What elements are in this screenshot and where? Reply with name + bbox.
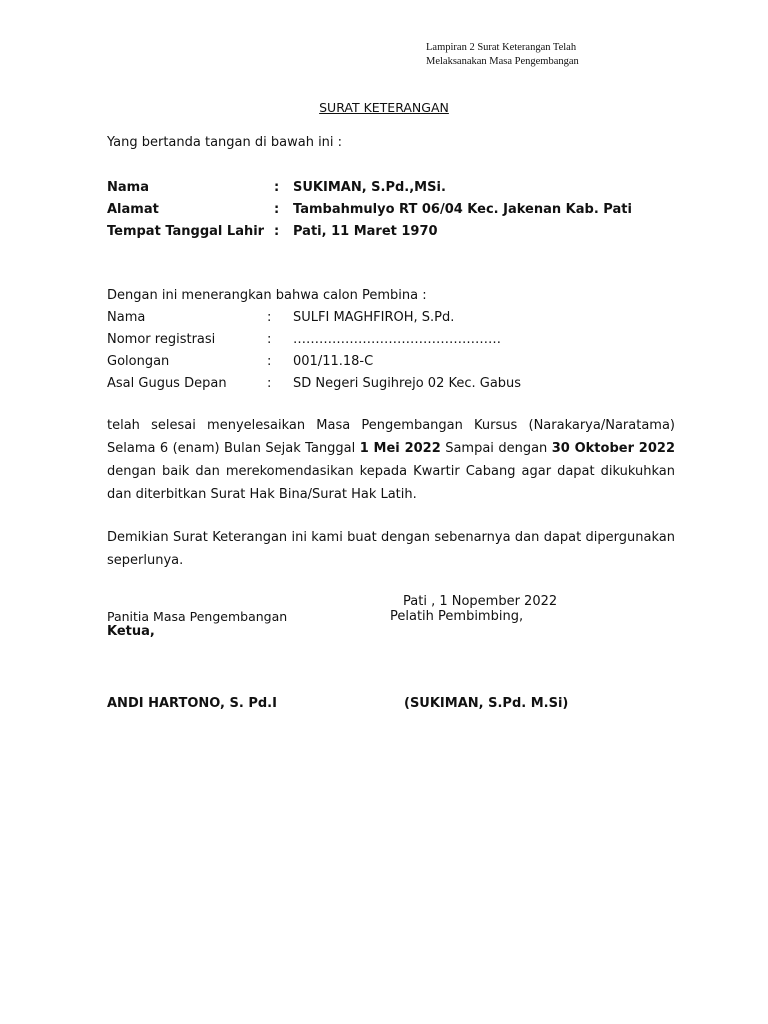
candidate-value: ………………………………………… [293,332,501,347]
signer-value: Pati, 11 Maret 1970 [293,224,438,239]
committee-title: Panitia Masa Pengembangan [107,609,288,624]
chairman-role: Ketua, [107,624,155,639]
body-text: dengan baik dan merekomendasikan kepada Kwartir Cabang agar dapat dikukuhkan dan diterbitkan Surat Hak Bina/Surat Hak Latih. [107,464,675,502]
candidate-colon: : [267,354,272,369]
attachment-line-1: Lampiran 2 Surat Keterangan Telah [426,42,577,53]
signer-colon: : [274,180,280,195]
signer-value: Tambahmulyo RT 06/04 Kec. Jakenan Kab. Pati [293,202,632,217]
body-text: telah selesai menyelesaikan Masa Pengembangan Kursus (Narakarya/Naratama) Selama 6 (enam) Bulan Sejak Tanggal [107,418,675,456]
candidate-intro: Dengan ini menerangkan bahwa calon Pembina : [107,288,427,303]
chairman-name: ANDI HARTONO, S. Pd.I [107,696,277,711]
signer-colon: : [274,202,280,217]
candidate-colon: : [267,310,272,325]
signer-label: Nama [107,180,149,195]
trainer-name: (SUKIMAN, S.Pd. M.Si) [404,696,569,711]
signer-colon: : [274,224,280,239]
signer-label: Tempat Tanggal Lahir [107,224,265,239]
body-paragraph-1 [107,414,675,506]
candidate-colon: : [267,332,272,347]
body-text: Sampai dengan [440,441,552,456]
candidate-colon: : [267,376,272,391]
signer-label: Alamat [107,202,159,217]
candidate-label: Golongan [107,354,170,369]
candidate-label: Nomor registrasi [107,332,216,347]
trainer-title: Pelatih Pembimbing, [390,609,524,624]
body-paragraph-2: Demikian Surat Keterangan ini kami buat dengan sebenarnya dan dapat dipergunakan seperlunya. [107,530,675,568]
candidate-label: Asal Gugus Depan [107,376,227,391]
intro-text: Yang bertanda tangan di bawah ini : [107,135,343,150]
signer-value: SUKIMAN, S.Pd.,MSi. [293,180,446,195]
end-date: 30 Oktober 2022 [551,441,675,456]
start-date: 1 Mei 2022 [359,441,441,456]
candidate-value: SULFI MAGHFIROH, S.Pd. [293,310,455,325]
place-date: Pati , 1 Nopember 2022 [403,594,558,609]
candidate-value: 001/11.18-C [293,354,374,369]
attachment-note [426,41,579,69]
candidate-label: Nama [107,310,146,325]
attachment-line-2: Melaksanakan Masa Pengembangan [426,56,579,67]
candidate-value: SD Negeri Sugihrejo 02 Kec. Gabus [293,376,522,391]
document-title: SURAT KETERANGAN [319,100,449,115]
